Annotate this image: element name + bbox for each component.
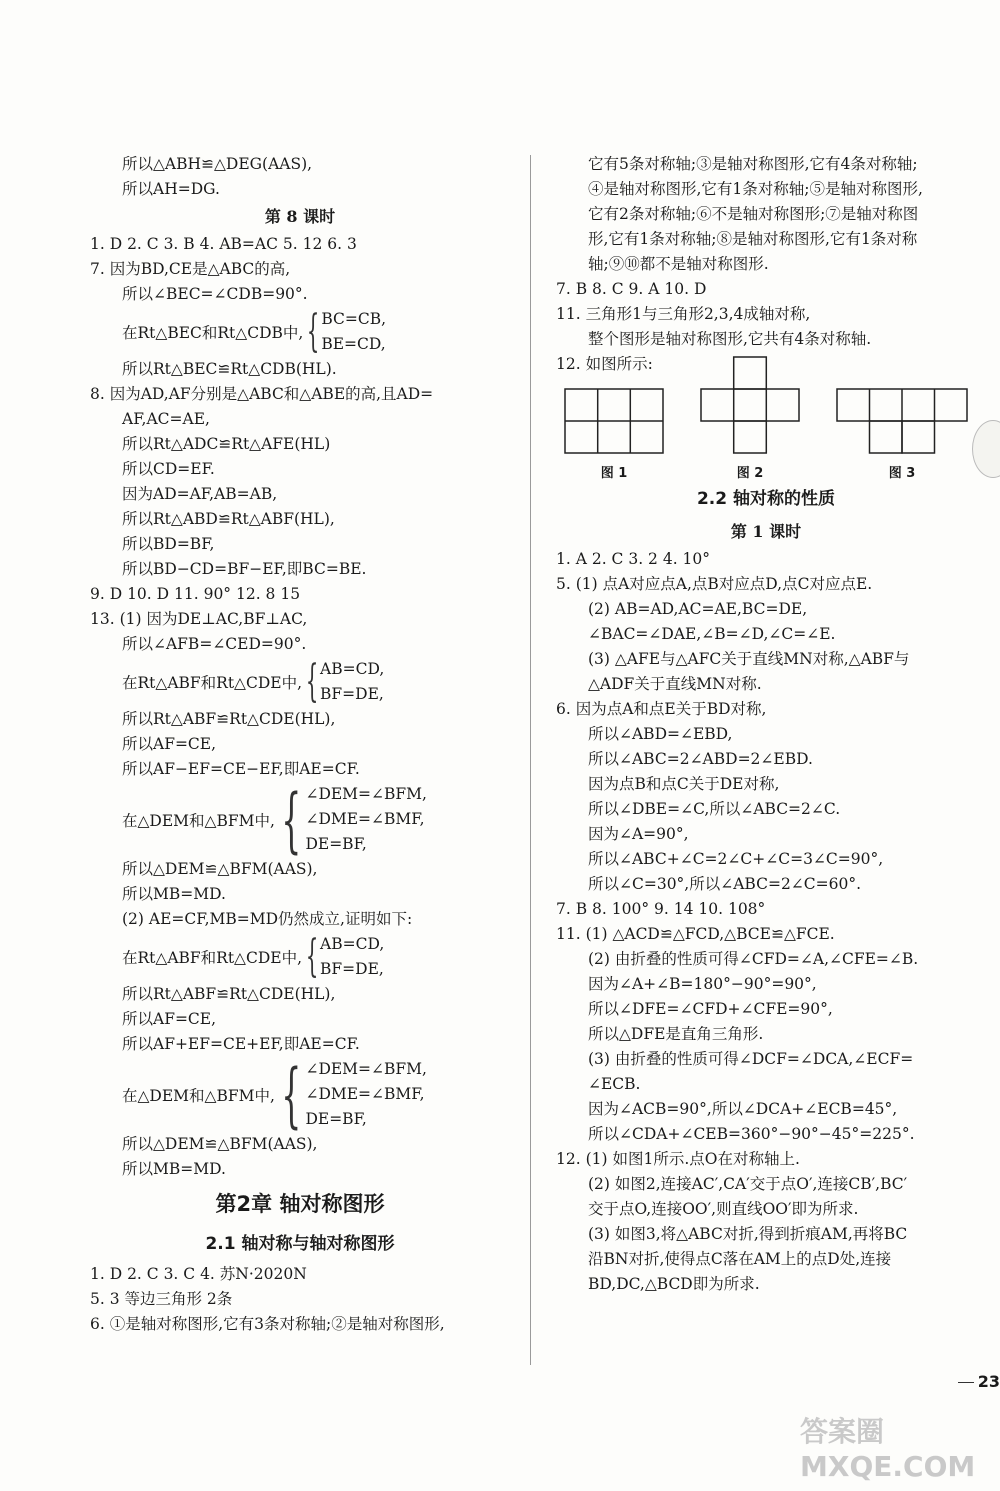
section-title: 2.1 轴对称与轴对称图形 [205,1234,395,1254]
chapter-title: 第2章 轴对称图形 [215,1192,385,1216]
brace-lead: 在△DEM和△BFM中, [122,1086,275,1105]
brace-item: ∠DME=∠BMF, [305,1085,425,1103]
brace-item: BF=DE, [320,685,384,703]
text-line: 所以AH=DG. [122,180,220,198]
text-line: 所以∠C=30°,所以∠ABC=2∠C=60°. [588,875,862,893]
answer-line: 5. (1) 点A对应点A,点B对应点D,点C对应点E. [556,575,873,593]
text-line: 所以BD−CD=BF−EF,即BC=BE. [122,560,367,578]
text-line: ④是轴对称图形,它有1条对称轴;⑤是轴对称图形, [588,180,923,198]
brace-item: ∠DEM=∠BFM, [305,1060,427,1078]
figure-caption: 图 3 [888,466,916,481]
brace-item: AB=CD, [320,660,385,678]
brace-lead: 在Rt△ABF和Rt△CDE中, [122,949,303,967]
text-line: 所以BD=BF, [122,535,215,553]
text-line: 所以△DEM≌△BFM(AAS), [122,1135,318,1153]
brace-items [305,782,427,857]
brace-symbol: { [281,1053,302,1136]
brace-item: ∠DME=∠BMF, [305,810,425,828]
figure-3 [836,388,968,481]
figure-row [556,377,976,481]
text-line: 它有5条对称轴;③是轴对称图形,它有4条对称轴; [588,155,918,173]
text-line: (2) AB=AD,AC=AE,BC=DE, [588,600,808,618]
text-line: (3) 由折叠的性质可得∠DCF=∠DCA,∠ECF= [588,1050,914,1068]
brace-item: AB=CD, [320,935,385,953]
text-line: 所以Rt△ABD≌Rt△ABF(HL), [122,510,335,528]
brace-block [90,932,510,982]
text-line: 所以∠AFB=∠CED=90°. [122,635,307,653]
text-line: 所以△DEM≌△BFM(AAS), [122,860,318,878]
text-line: (2) AE=CF,MB=MD仍然成立,证明如下: [122,910,413,928]
text-line: △ADF关于直线MN对称. [588,675,762,693]
text-line: 所以Rt△ABF≌Rt△CDE(HL), [122,710,336,728]
text-line: 因为∠A+∠B=180°−90°=90°, [588,975,817,993]
text-line: 所以AF−EF=CE−EF,即AE=CF. [122,760,360,778]
brace-symbol: { [305,931,319,982]
answer-line: 7. 因为BD,CE是△ABC的高, [90,260,291,278]
answer-line: 7. B 8. 100° 9. 14 10. 108° [556,900,766,918]
text-line: 所以∠ABD=∠EBD, [588,725,733,743]
text-line: 所以AF+EF=CE+EF,即AE=CF. [122,1035,360,1053]
text-line: 所以Rt△ABF≌Rt△CDE(HL), [122,985,336,1003]
brace-lead: 在Rt△BEC和Rt△CDB中, [122,324,304,342]
text-line: (3) △AFE与△AFC关于直线MN对称,△ABF与 [588,650,910,668]
answer-line: 12. 如图所示: [556,355,653,373]
text-line: 因为∠ACB=90°,所以∠DCA+∠ECB=45°, [588,1100,898,1118]
text-line: 轴;⑨⑩都不是轴对称图形. [588,255,769,273]
text-line: 所以∠ABC=2∠ABD=2∠EBD. [588,750,813,768]
text-line: 所以∠ABC+∠C=2∠C+∠C=3∠C=90°, [588,850,884,868]
brace-item: ∠DEM=∠BFM, [305,785,427,803]
text-line: (3) 如图3,将△ABC对折,得到折痕AM,再将BC [588,1225,908,1243]
left-column [90,152,510,1337]
answer-line: 13. (1) 因为DE⊥AC,BF⊥AC, [90,610,308,628]
brace-item: BF=DE, [320,960,384,978]
text-line: 所以∠DFE=∠CFD+∠CFE=90°, [588,1000,833,1018]
text-line: 它有2条对称轴;⑥不是轴对称图形;⑦是轴对称图 [588,205,919,223]
text-line: AF,AC=AE, [122,410,210,428]
answer-line: 1. D 2. C 3. B 4. AB=AC 5. 12 6. 3 [90,235,357,253]
text-line: 因为AD=AF,AB=AB, [122,485,278,503]
text-line: ∠ECB. [588,1075,641,1093]
answer-line: 1. D 2. C 3. C 4. 苏N·2020N [90,1265,307,1283]
lesson-heading: 第 8 课时 [264,207,336,226]
text-line: 沿BN对折,使得点C落在AM上的点D处,连接 [588,1250,892,1268]
text-line: 交于点O,连接OO′,则直线OO′即为所求. [588,1200,859,1218]
text-line: (2) 如图2,连接AC′,CA′交于点O′,连接CB′,BC′ [588,1175,908,1193]
text-line: 所以Rt△ADC≌Rt△AFE(HL) [122,435,331,453]
page-number: 23 [977,1372,1000,1391]
answer-line: 8. 因为AD,AF分别是△ABC和△ABE的高,且AD= [90,385,434,403]
answer-line: 6. 因为点A和点E关于BD对称, [556,700,767,718]
brace-block [90,778,510,861]
answer-line: 11. (1) △ACD≌△FCD,△BCE≌△FCE. [556,925,835,943]
text-line: ∠BAC=∠DAE,∠B=∠D,∠C=∠E. [588,625,836,643]
text-line: 所以△ABH≌△DEG(AAS), [122,155,313,173]
brace-item: DE=BF, [305,835,367,853]
text-line: 所以CD=EF. [122,460,215,478]
net-figure-3 [836,388,968,454]
brace-lead: 在Rt△ABF和Rt△CDE中, [122,674,303,692]
brace-item: BC=CB, [321,310,387,328]
figure-caption: 图 2 [736,466,764,481]
text-line: 所以∠BEC=∠CDB=90°. [122,285,308,303]
answer-line: 5. 3 等边三角形 2条 [90,1290,233,1308]
text-line: 因为点B和点C关于DE对称, [588,775,780,793]
answer-line: 1. A 2. C 3. 2 4. 10° [556,550,711,568]
column-divider [530,155,531,1365]
answer-line: 12. (1) 如图1所示.点O在对称轴上. [556,1150,800,1168]
brace-symbol: { [307,306,320,357]
answer-line: 11. 三角形1与三角形2,3,4成轴对称, [556,305,811,323]
answer-line: 9. D 10. D 11. 90° 12. 8 15 [90,585,301,603]
brace-symbol: { [281,778,302,861]
answer-line: 7. B 8. C 9. A 10. D [556,280,707,298]
figure-caption: 图 1 [600,466,628,481]
page-tab-marker [972,420,1000,478]
brace-lead: 在△DEM和△BFM中, [122,811,275,830]
text-line: (2) 由折叠的性质可得∠CFD=∠A,∠CFE=∠B. [588,950,919,968]
brace-items [320,932,384,982]
text-line: 所以AF=CE, [122,735,217,753]
brace-block [90,1053,510,1136]
lesson-heading: 第 1 课时 [730,522,802,541]
brace-item: DE=BF, [305,1110,367,1128]
brace-items [320,657,384,707]
text-line: 因为∠A=90°, [588,825,689,843]
brace-block [90,307,510,357]
text-line: 所以MB=MD. [122,1160,226,1178]
text-line: 形,它有1条对称轴;⑧是轴对称图形,它有1条对称 [588,230,918,248]
text-line: 所以Rt△BEC≌Rt△CDB(HL). [122,360,337,378]
brace-symbol: { [305,656,319,707]
figure-1 [564,388,664,481]
text-line: 所以∠DBE=∠C,所以∠ABC=2∠C. [588,800,841,818]
text-line: 所以∠CDA+∠CEB=360°−90°−45°=225°. [588,1125,915,1143]
right-column [556,152,976,1297]
page-number-dash [958,1382,974,1383]
text-line: 所以AF=CE, [122,1010,217,1028]
text-line: 整个图形是轴对称图形,它共有4条对称轴. [588,330,872,348]
watermark-logo: 答案圈 MXQE.COM [800,1415,976,1483]
section-title: 2.2 轴对称的性质 [696,489,836,509]
net-figure-1 [564,388,664,454]
brace-items [305,1057,427,1132]
text-line: 所以MB=MD. [122,885,226,903]
brace-items [321,307,386,357]
text-line: 所以△DFE是直角三角形. [588,1025,764,1043]
brace-item: BE=CD, [321,335,386,353]
text-line: BD,DC,△BCD即为所求. [588,1275,760,1293]
answer-line: 6. ①是轴对称图形,它有3条对称轴;②是轴对称图形, [90,1315,445,1333]
brace-block [90,657,510,707]
